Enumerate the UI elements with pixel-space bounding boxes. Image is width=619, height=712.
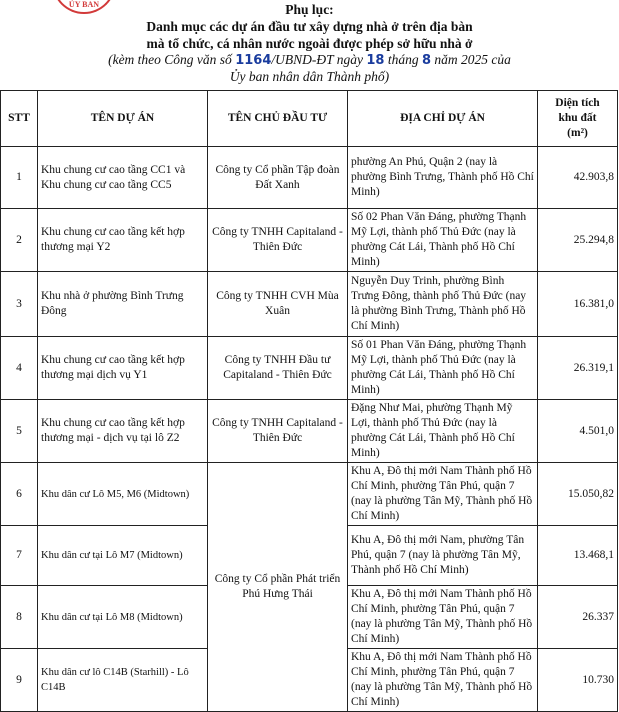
cell-address: Số 02 Phan Văn Đáng, phường Thạnh Mỹ Lợi, thành phố Thủ Đức (nay là phường Cát Lái, Thành phố Hồ Chí Minh): [348, 209, 538, 272]
header-area: [538, 91, 618, 147]
cell-project: Khu dân cư lô C14B (Starhill) - Lô C14B: [38, 649, 208, 712]
cell-address: Đặng Như Mai, phường Thạnh Mỹ Lợi, thành phố Thủ Đức (nay là phường Cát Lái, Thành phố Hồ Chí Minh): [348, 400, 538, 463]
cell-area: 15.050,82: [538, 463, 618, 526]
cell-project: Khu chung cư cao tầng kết hợp thương mại - dịch vụ tại lô Z2: [38, 400, 208, 463]
cell-address: Khu A, Đô thị mới Nam Thành phố Hồ Chí Minh, phường Tân Phú, quận 7 (nay là phường Tân Mỹ, Thành phố Hồ Chí Minh): [348, 649, 538, 712]
cell-project: Khu dân cư tại Lô M7 (Midtown): [38, 526, 208, 586]
cell-project: Khu dân cư tại Lô M8 (Midtown): [38, 586, 208, 649]
cell-project: Khu chung cư cao tầng kết hợp thương mại Y2: [38, 209, 208, 272]
cell-area: 25.294,8: [538, 209, 618, 272]
cell-area: 16.381,0: [538, 272, 618, 337]
project-table: [0, 90, 618, 712]
cell-area: 26.337: [538, 586, 618, 649]
ref-text-d: năm 2025 của: [434, 52, 511, 67]
cell-address: phường An Phú, Quận 2 (nay là phường Bình Trưng, Thành phố Hồ Chí Minh): [348, 147, 538, 209]
header-area-unit: (m²): [567, 127, 588, 139]
header-address: ĐỊA CHỈ DỰ ÁN: [348, 91, 538, 147]
cell-stt: 9: [1, 649, 38, 712]
cell-investor: Công ty TNHH Đầu tư Capitaland - Thiên Đức: [208, 337, 348, 400]
cell-project: Khu chung cư cao tầng kết hợp thương mại dịch vụ Y1: [38, 337, 208, 400]
cell-area: 13.468,1: [538, 526, 618, 586]
ref-text-c: tháng: [387, 52, 419, 67]
cell-stt: 1: [1, 147, 38, 209]
ref-text-b: /UBND-ĐT ngày: [271, 52, 364, 67]
cell-stt: 8: [1, 586, 38, 649]
ref-month: 8: [422, 53, 432, 68]
ref-text-a: (kèm theo Công văn số: [108, 52, 232, 67]
stamp-text: ỦY BAN: [68, 0, 100, 9]
table-row: [1, 272, 618, 337]
cell-investor: Công ty Cổ phần Tập đoàn Đất Xanh: [208, 147, 348, 209]
heading-line-1: Danh mục các dự án đầu tư xây dựng nhà ở trên địa bàn: [146, 19, 473, 34]
table-row: [1, 463, 618, 526]
table-row: [1, 209, 618, 272]
heading-line-2: mà tổ chức, cá nhân nước ngoài được phép sở hữu nhà ở: [146, 36, 473, 51]
cell-stt: 7: [1, 526, 38, 586]
cell-address: Số 01 Phan Văn Đáng, phường Thạnh Mỹ Lợi, thành phố Thủ Đức (nay là phường Cát Lái, Thành phố Hồ Chí Minh): [348, 337, 538, 400]
cell-investor-merged: Công ty Cổ phần Phát triển Phú Hưng Thái: [208, 463, 348, 712]
cell-investor: Công ty TNHH Capitaland - Thiên Đức: [208, 400, 348, 463]
cell-area: 42.903,8: [538, 147, 618, 209]
cell-stt: 2: [1, 209, 38, 272]
cell-project: Khu chung cư cao tầng CC1 và Khu chung cư cao tầng CC5: [38, 147, 208, 209]
header-area-line-2: khu đất: [558, 112, 597, 124]
cell-project: Khu nhà ở phường Bình Trưng Đông: [38, 272, 208, 337]
cell-stt: 4: [1, 337, 38, 400]
issuer-line: Ủy ban nhân dân Thành phố): [229, 69, 390, 84]
cell-address: Nguyễn Duy Trinh, phường Bình Trưng Đông, thành phố Thủ Đức (nay là phường Bình Trưng, Thành phố Hồ Chí Minh): [348, 272, 538, 337]
ref-document-number: 1164: [235, 53, 272, 68]
table-header-row: [1, 91, 618, 147]
cell-area: 10.730: [538, 649, 618, 712]
ref-day: 18: [366, 53, 385, 68]
header-stt: STT: [1, 91, 38, 147]
header-investor: TÊN CHỦ ĐẦU TƯ: [208, 91, 348, 147]
cell-stt: 6: [1, 463, 38, 526]
header-project: TÊN DỰ ÁN: [38, 91, 208, 147]
cell-stt: 3: [1, 272, 38, 337]
header-area-line-1: Diện tích: [555, 97, 600, 109]
table-row: [1, 337, 618, 400]
cell-area: 4.501,0: [538, 400, 618, 463]
appendix-title: Phụ lục:: [285, 2, 334, 17]
cell-address: Khu A, Đô thị mới Nam, phường Tân Phú, quận 7 (nay là phường Tân Mỹ, Thành phố Hồ Chí Minh): [348, 526, 538, 586]
cell-area: 26.319,1: [538, 337, 618, 400]
table-row: [1, 147, 618, 209]
cell-project: Khu dân cư Lô M5, M6 (Midtown): [38, 463, 208, 526]
cell-address: Khu A, Đô thị mới Nam Thành phố Hồ Chí Minh, phường Tân Phú, quận 7 (nay là phường Tân Mỹ, Thành phố Hồ Chí Minh): [348, 586, 538, 649]
table-row: [1, 400, 618, 463]
cell-investor: Công ty TNHH CVH Mùa Xuân: [208, 272, 348, 337]
cell-address: Khu A, Đô thị mới Nam Thành phố Hồ Chí Minh, phường Tân Phú, quận 7 (nay là phường Tân Mỹ, Thành phố Hồ Chí Minh): [348, 463, 538, 526]
reference-line: [0, 52, 619, 68]
cell-investor: Công ty TNHH Capitaland - Thiên Đức: [208, 209, 348, 272]
cell-stt: 5: [1, 400, 38, 463]
